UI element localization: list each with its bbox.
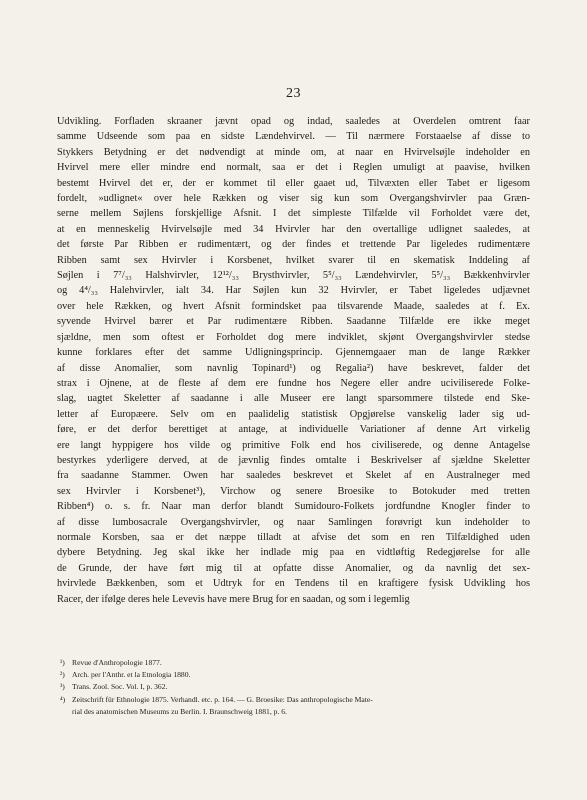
footnotes [60, 657, 530, 718]
footnote-text: Revue d'Anthropologie 1877. [72, 658, 162, 667]
text-line: det første Par Ribben er rudimentært, og der findes et trettende Par ligeledes rudimentære [57, 239, 530, 251]
text-line: Udvikling. Forfladen skraaner jævnt opad og indad, saaledes at Overdelen omtrent faar [57, 116, 530, 127]
text-line: Ribben⁴) o. s. fr. Naar man derfor blandt Sumidouro-Folkets jordfundne Knogler finder to [57, 501, 530, 513]
text-line: normale Korsben, saa er det næppe tilladt at afvise det som en ren Tilfældighed uden [57, 531, 530, 543]
text-line: fra saadanne Stammer. Owen har saaledes beskrevet et Skelet af en Australneger med [57, 470, 530, 482]
text-line: Ribben samt sex Hvirvler i Korsbenet, hvilket svarer til en skematisk Inddeling af [57, 254, 530, 266]
text-line: og 4⁴/₃₃ Halehvirvler, ialt 34. Har Søjlen kun 32 Hvirvler, er Tabet ligeledes udjævnet [57, 285, 530, 297]
footnote [60, 669, 530, 681]
text-line: at en menneskelig Hvirvelsøjle med 34 Hvirvler har den overtallige udlignet saaledes, at [57, 223, 530, 235]
text-line: bestyrkes yderligere derved, at de jævnlig findes omtalte i Beskrivelser af sjældne Skeletter [57, 454, 530, 466]
text-line: bestemt Hvirvel det er, der er kommet til eller gaaet ud, Tilvæxten eller Tabet er ligesom [57, 177, 530, 189]
text-line: letter af Europæere. Selv om en paalidelig statistisk Opgjørelse vanskelig lader sig ud- [57, 408, 530, 420]
text-line: strax i Ojnene, at de fleste af dem ere fundne hos Negere eller andre uciviliserede Folke- [57, 377, 530, 389]
text-line: af disse Anomalier, som navnlig Topinard¹) og Regalia²) have beskrevet, falder det [57, 362, 530, 374]
footnote-text: Trans. Zool. Soc. Vol. I, p. 362. [72, 682, 168, 692]
text-line: hvirvlede Bækkenben, som et Udtryk for en Tendens til en kraftigere fysisk Udvikling hos [57, 578, 530, 590]
footnote [60, 657, 530, 669]
footnote-mark: ³) [60, 682, 65, 692]
footnote [60, 694, 530, 706]
text-line: over hele Rækken, og hvert Afsnit formindsket paa tilsvarende Maade, saaledes at f. Ex. [57, 300, 530, 312]
footnote-text: Arch. per l'Anthr. et la Etnologia 1880. [72, 670, 191, 680]
text-line: kunne forklares efter det samme Udligningsprincip. Gjennemgaaer man de lange Rækker [57, 347, 530, 359]
text-line: de Grunde, der have ført mig til at opfatte disse Anomalier, og da navnlig det sex- [57, 562, 530, 574]
footnote-mark: ⁴) [60, 694, 66, 704]
text-line: ere langt hyppigere hos vilde og primitive Folk end hos civiliserede, og denne Antagelse [57, 439, 530, 451]
text-line: Hvirvel mere eller mindre end normalt, saa er det i Reglen umuligt at paavise, hvilken [57, 162, 530, 174]
text-line: sjældne, men som oftest er Forholdet dog mere indviklet, skjønt Overgangshvirvler stedse [57, 331, 530, 343]
text-line: Søjlen i 7⁷/₃₃ Halshvirvler, 12¹²/₃₃ Brysthvirvler, 5⁵/₃₃ Lændehvirvler, 5⁵/₃₃ Bækkenhvirvler [57, 270, 530, 282]
text-line: serne mellem Søjlens forskjellige Afsnit. I det simpleste Tilfælde vil Forholdet være det, [57, 208, 530, 220]
text-line: samme Udseende som paa en sidste Lændehvirvel. — Til nærmere Forstaaelse af disse to [57, 131, 530, 143]
footnote [60, 681, 530, 693]
body-text [57, 114, 530, 607]
page-number: 23 [286, 86, 301, 101]
text-line: sex Hvirvler i Korsbenet³), Virchow og senere Broesike to Botokuder med tretten [57, 485, 530, 497]
text-line: dybere Betydning. Jeg skal ikke her indlade mig paa en vidtløftig Redegjørelse for alle [57, 547, 530, 559]
text-line: føre, er det derfor berettiget at antage, at individuelle Variationer af denne Art virkelig [57, 424, 530, 436]
footnote-mark: ¹) [60, 658, 65, 667]
footnote [60, 706, 530, 718]
text-line: Stykkers Betydning er det nødvendigt at minde om, at naar en Hvirvelsøjle indeholder en [57, 146, 530, 158]
text-line: fordelt, »udlignet« over hele Rækken og viser sig kun som Overgangshvirvler paa Græn- [57, 193, 530, 205]
footnote-text: rial des anatomischen Museums zu Berlin. I. Braunschweig 1881, p. 6. [72, 706, 287, 716]
text-line: syvende Hvirvel bærer et Par rudimentære Ribben. Saadanne Tilfælde ere ikke meget [57, 316, 530, 328]
text-line: slag, uagtet Skeletter af saadanne i alle Museer ere langt sparsommere tilstede end Ske- [57, 393, 530, 405]
text-line: af disse lumbosacrale Overgangshvirvler, og naar Samlingen forøvrigt kun indeholder to [57, 516, 530, 528]
footnote-mark: ²) [60, 670, 65, 680]
footnote-text: Zeitschrift für Ethnologie 1875. Verhandl. etc. p. 164. — G. Broesike: Das anthropologische Mate- [72, 694, 373, 704]
text-line: Racer, der ifølge deres hele Levevis have mere Brug for en saadan, og som i legemlig [57, 593, 410, 605]
